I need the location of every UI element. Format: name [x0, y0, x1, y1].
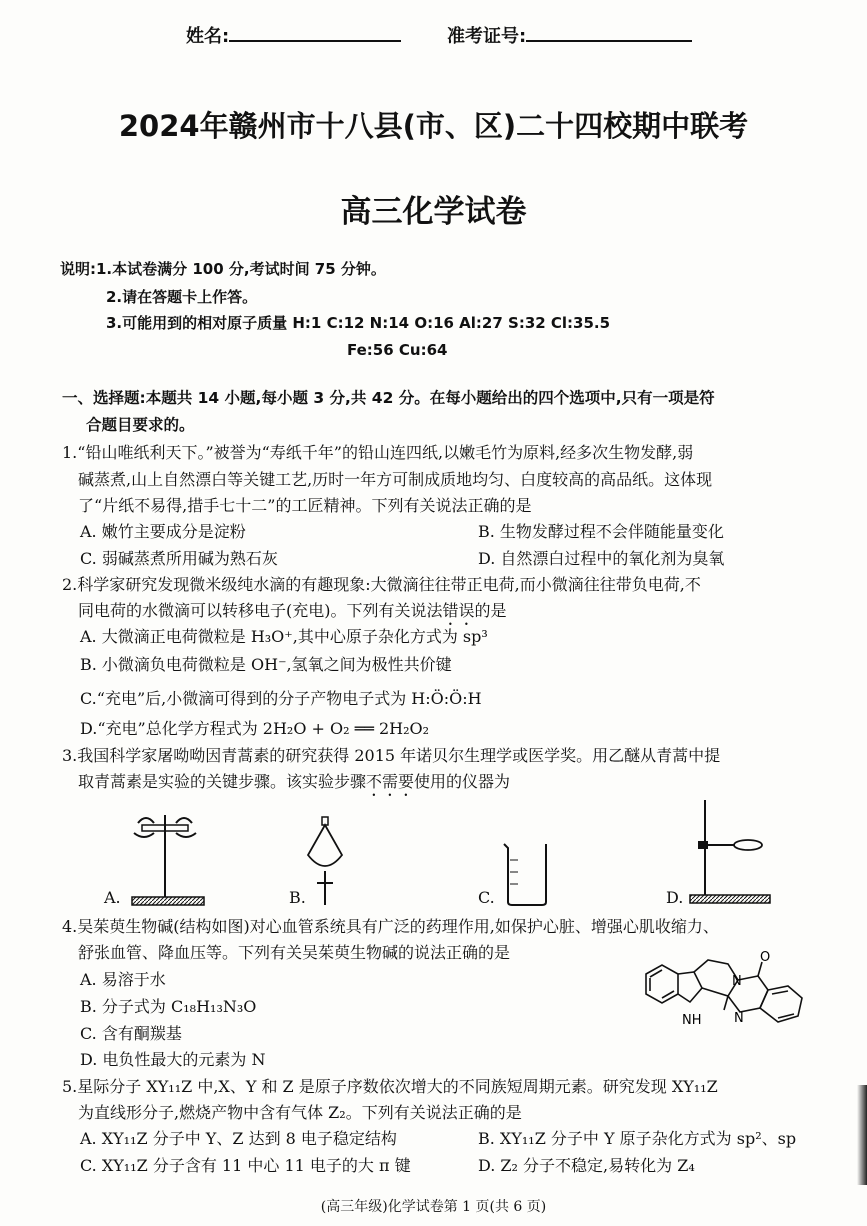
- exam-id-label: 准考证号:: [447, 26, 527, 47]
- q4-stem-line-2: 舒张血管、降血压等。下列有关吴茱萸生物碱的说法正确的是: [78, 943, 511, 962]
- q1-option-d: D. 自然漂白过程中的氧化剂为臭氧: [478, 549, 725, 568]
- q3-emphasis: 不需要: [366, 772, 415, 791]
- q5-option-d: D. Z₂ 分子不稳定,易转化为 Z₄: [478, 1156, 695, 1175]
- q3-option-b-label: B.: [289, 888, 306, 907]
- q2-option-c: C.“充电”后,小微滴可得到的分子产物电子式为 H:Ö:Ö:H: [80, 689, 482, 708]
- notes-line-4: Fe:56 Cu:64: [347, 341, 448, 359]
- atom-n-upper: N: [732, 974, 742, 989]
- section-heading-line-1: 一、选择题:本题共 14 小题,每小题 3 分,共 42 分。在每小题给出的四个选项中,只有一项是符: [62, 389, 715, 407]
- evodiamine-structure-icon: [628, 950, 818, 1060]
- atom-o: O: [760, 950, 771, 965]
- exam-id-field: [447, 22, 692, 48]
- q3-option-a-label: A.: [104, 888, 121, 907]
- q5-option-c: C. XY₁₁Z 分子含有 11 中心 11 电子的大 π 键: [80, 1156, 411, 1175]
- q3-stem-line-1: 3.我国科学家屠呦呦因青蒿素的研究获得 2015 年诺贝尔生理学或医学奖。用乙醚从青蒿中提: [62, 746, 721, 765]
- q5-option-b: B. XY₁₁Z 分子中 Y 原子杂化方式为 sp²、sp: [478, 1129, 797, 1148]
- q4-option-d: D. 电负性最大的元素为 N: [80, 1050, 266, 1069]
- paper-subtitle: 高三化学试卷: [340, 194, 527, 230]
- q1-stem-line-2: 碱蒸煮,山上自然漂白等关键工艺,历时一年方可制成质地均匀、白度较高的高品纸。这体现: [78, 470, 713, 489]
- q5-option-a: A. XY₁₁Z 分子中 Y、Z 达到 8 电子稳定结构: [80, 1129, 397, 1148]
- evaporating-stand-icon: [680, 795, 780, 910]
- section-heading-line-2: 合题目要求的。: [86, 416, 195, 434]
- q3-option-d-label: D.: [666, 888, 684, 907]
- q1-stem-line-3: 了“片纸不易得,措手七十二”的工匠精神。下列有关说法正确的是: [78, 496, 532, 515]
- filter-stand-icon: [120, 805, 210, 910]
- q5-stem-line-1: 5.星际分子 XY₁₁Z 中,X、Y 和 Z 是原子序数依次增大的不同族短周期元素。研究发现 XY₁₁Z: [62, 1077, 718, 1096]
- q4-option-b: B. 分子式为 C₁₈H₁₃N₃O: [80, 997, 257, 1016]
- q1-stem-line-1: 1.“铅山唯纸利天下。”被誉为“寿纸千年”的铅山连四纸,以嫩毛竹为原料,经多次生物发酵,弱: [62, 443, 694, 462]
- scan-shadow: [857, 1085, 867, 1185]
- q5-stem-line-2: 为直线形分子,燃烧产物中含有气体 Z₂。下列有关说法正确的是: [78, 1103, 522, 1122]
- exam-id-underline: [526, 26, 692, 42]
- q4-option-c: C. 含有酮羰基: [80, 1024, 182, 1043]
- q2-emphasis: 错误: [442, 601, 475, 620]
- q3-stem-line-2: 取青蒿素是实验的关键步骤。该实验步骤不需要使用的仪器为: [78, 772, 511, 791]
- name-underline: [229, 26, 401, 42]
- q1-option-b: B. 生物发酵过程不会伴随能量变化: [478, 522, 724, 541]
- q4-option-a: A. 易溶于水: [80, 970, 166, 989]
- q1-option-a: A. 嫩竹主要成分是淀粉: [80, 522, 246, 541]
- separatory-funnel-icon: [300, 815, 350, 910]
- notes-line-2: 2.请在答题卡上作答。: [106, 288, 258, 306]
- notes-line-1: 说明:1.本试卷满分 100 分,考试时间 75 分钟。: [60, 260, 386, 278]
- beaker-icon: [500, 840, 552, 908]
- q2-option-b: B. 小微滴负电荷微粒是 OH⁻,氢氧之间为极性共价键: [80, 655, 452, 674]
- q2-option-d: D.“充电”总化学方程式为 2H₂O + O₂ ══ 2H₂O₂: [80, 719, 430, 738]
- name-field: [186, 22, 401, 48]
- q2-option-a: A. 大微滴正电荷微粒是 H₃O⁺,其中心原子杂化方式为 sp³: [80, 627, 488, 646]
- q2-stem-line-1: 2.科学家研究发现微米级纯水滴的有趣现象:大微滴往往带正电荷,而小微滴往往带负电荷,不: [62, 575, 701, 594]
- atom-n-lower: N: [734, 1011, 744, 1026]
- q3-option-c-label: C.: [478, 888, 495, 907]
- q4-stem-line-1: 4.吴茱萸生物碱(结构如图)对心血管系统具有广泛的药理作用,如保护心脏、增强心肌收缩力、: [62, 917, 719, 936]
- page-footer: (高三年级)化学试卷第 1 页(共 6 页): [320, 1199, 547, 1215]
- name-label: 姓名:: [186, 26, 230, 47]
- atom-nh: NH: [682, 1013, 702, 1028]
- q2-stem-line-2: 同电荷的水微滴可以转移电子(充电)。下列有关说法错误的是: [78, 601, 507, 620]
- q1-option-c: C. 弱碱蒸煮所用碱为熟石灰: [80, 549, 278, 568]
- notes-line-3: 3.可能用到的相对原子质量 H:1 C:12 N:14 O:16 Al:27 S:32 Cl:35.5: [106, 314, 611, 332]
- exam-title: 2024年赣州市十八县(市、区)二十四校期中联考: [118, 109, 749, 143]
